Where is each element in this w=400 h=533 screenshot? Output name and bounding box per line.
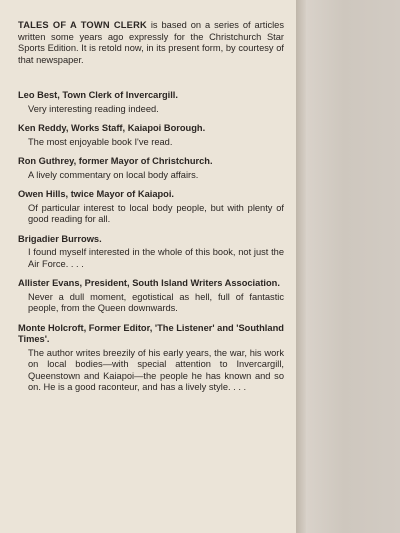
testimonial-quote: Never a dull moment, egotistical as hell, full of fantastic people, from the Queen downwards. — [28, 291, 284, 313]
testimonial — [18, 189, 284, 226]
testimonial — [18, 323, 284, 394]
testimonial-author: Owen Hills, twice Mayor of Kaiapoi. — [18, 189, 175, 199]
testimonial-quote: The most enjoyable book I've read. — [28, 136, 173, 147]
testimonial — [18, 156, 284, 181]
book-title: TALES OF A TOWN CLERK — [18, 20, 147, 30]
testimonial-author: Ron Guthrey, former Mayor of Christchurch. — [18, 156, 213, 166]
cover-flap — [306, 0, 400, 533]
page-fold-shadow — [296, 0, 306, 533]
testimonial — [18, 234, 284, 271]
testimonial-author: Brigadier Burrows. — [18, 233, 102, 244]
testimonial-quote: Of particular interest to local body people, but with plenty of good reading for all. — [28, 202, 284, 224]
testimonial-author: Ken Reddy, Works Staff, Kaiapoi Borough. — [18, 123, 206, 133]
testimonial — [18, 278, 284, 315]
testimonial — [18, 123, 284, 148]
intro-text: is based on a series of articles written some years ago expressly for the Christchurch Star Sports Edition. It is retold now, in its present form, by courtesy of that newspaper. — [18, 20, 284, 65]
testimonial — [18, 90, 284, 115]
testimonial-author: Allister Evans, President, South Island Writers Association. — [18, 278, 280, 288]
testimonial-quote: A lively commentary on local body affairs. — [28, 169, 199, 180]
testimonial-quote: I found myself interested in the whole of this book, not just the Air Force. . . . — [28, 247, 284, 269]
testimonial-quote: Very interesting reading indeed. — [28, 103, 159, 114]
testimonial-author: Monte Holcroft, Former Editor, 'The Listener' and 'Southland Times'. — [18, 322, 284, 344]
intro-paragraph — [18, 20, 284, 66]
testimonial-author: Leo Best, Town Clerk of Invercargill. — [18, 90, 178, 100]
cover-text — [18, 20, 284, 402]
testimonial-quote: The author writes breezily of his early years, the war, his work on local bodies—with special attention to Invercargill, Queenstown and Kaiapoi—the people he has known and so on. He is a good raconteur, and has a lively style. . . . — [28, 347, 284, 392]
